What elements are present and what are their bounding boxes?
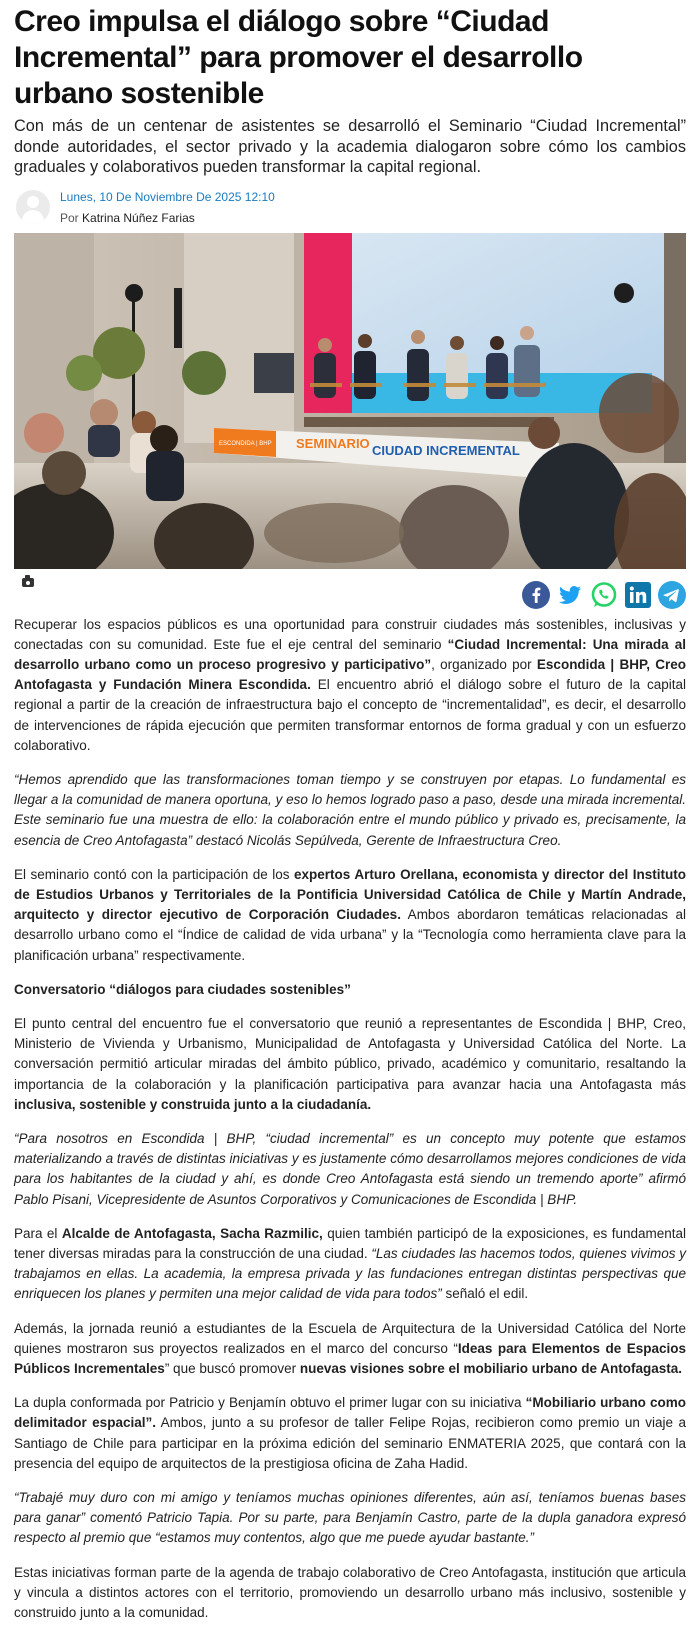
text-run: Alcalde de Antofagasta, Sacha Razmilic, bbox=[61, 1225, 323, 1241]
text-run: Además, la jornada reunió a estudiantes de la Escuela de Arquitectura de la Universidad Católica del Norte quienes mostraron sus proyectos realizados en el marco del concurso “ bbox=[14, 1320, 686, 1356]
banner-sponsor: ESCONDIDA | BHP bbox=[219, 440, 272, 447]
text-run: “Las ciudades las hacemos todos, quienes vivimos y trabajamos en ellas. La academia, la empresa privada y las fundaciones entregan distintas perspectivas que enriquecen los planes y permiten una mejor calidad de vida para todos” bbox=[14, 1245, 686, 1302]
paragraph-9 bbox=[14, 1488, 686, 1549]
text-run: “Hemos aprendido que las transformaciones toman tiempo y se construyen por etapas. Lo fundamental es llegar a la comunidad de manera oportuna, y eso lo hemos logrado paso a paso, desde una mirada incremental. Este seminario fue una muestra de ello: la colaboración entre el mundo público y privado es, precisamente, la esencia de Creo Antofagasta” bbox=[14, 771, 686, 848]
banner-ciudad: CIUDAD INCREMENTAL bbox=[372, 442, 520, 458]
text-run: señaló el edil. bbox=[441, 1286, 529, 1302]
article-meta bbox=[14, 188, 686, 228]
text-run: “Para nosotros en Escondida | BHP, “ciudad incremental” es un concepto muy potente que estamos materializando a través de distintas iniciativas y es justamente cómo desarrollamos mejores condiciones de vida para los habitantes de la ciudad y ahí, es donde Creo Antofagasta está siendo un tremendo aporte” bbox=[14, 1130, 686, 1187]
article-lead: Con más de un centenar de asistentes se desarrolló el Seminario “Ciudad Incremental” donde autoridades, el sector privado y la academia dialogaron sobre cómo los cambios graduales y colaborativos pueden transformar la capital regional. bbox=[14, 117, 686, 176]
byline-prefix: Por bbox=[60, 210, 79, 225]
text-run: “Mobiliario urbano como delimitador espacial”. bbox=[14, 1395, 686, 1431]
paragraph-1 bbox=[14, 615, 686, 756]
text-run: El punto central del encuentro fue el conversatorio que reunió a representantes de Escondida | BHP, Creo, Ministerio de Vivienda y Urbanismo, Municipalidad de Antofagasta y Universidad Católica del Norte. La conversación permitió articular miradas del ámbito público, privado, académico y comunitario, resaltando la importancia de la colaboración y la planificación participativa para avanzar hacia una Antofagasta más bbox=[14, 1015, 686, 1092]
text-run: destacó Nicolás Sepúlveda, Gerente de Infraestructura Creo. bbox=[192, 832, 562, 848]
share-bar bbox=[522, 581, 686, 609]
paragraph-10 bbox=[14, 1563, 686, 1624]
text-run: Ambos abordaron temáticas relacionadas al desarrollo urbano como el “Índice de calidad de vida urbana” y la “Tecnología como herramienta clave para la planificación urbana” respectivamente. bbox=[14, 907, 686, 963]
author-name[interactable]: Katrina Núñez Farias bbox=[82, 210, 195, 225]
article-body bbox=[14, 615, 686, 1624]
twitter-icon[interactable] bbox=[556, 581, 584, 609]
paragraph-2 bbox=[14, 770, 686, 851]
photo-tools bbox=[14, 569, 686, 615]
text-run: , organizado por bbox=[431, 656, 537, 672]
paragraph-8 bbox=[14, 1393, 686, 1474]
paragraph-7 bbox=[14, 1319, 686, 1380]
text-run: La dupla conformada por Patricio y Benjamín obtuvo el primer lugar con su iniciativa bbox=[14, 1395, 526, 1411]
text-run: Para el bbox=[14, 1225, 62, 1241]
text-run: “Ciudad Incremental: Una mirada al desarrollo urbano como un proceso progresivo y participativo” bbox=[14, 636, 686, 672]
banner-seminario: SEMINARIO bbox=[296, 435, 370, 451]
text-run: ” que buscó promover bbox=[164, 1361, 300, 1376]
paragraph-6 bbox=[14, 1224, 686, 1305]
paragraph-5 bbox=[14, 1129, 686, 1210]
text-run: El seminario contó con la participación de los bbox=[14, 866, 295, 882]
text-run: Ambos, junto a su profesor de taller Felipe Rojas, recibieron como premio un viaje a Santiago de Chile para participar en la próxima edición del seminario ENMATERIA 2025, que contará con la presencia del equipo de arquitectos de la prestigiosa oficina de Zaha Hadid. bbox=[14, 1415, 686, 1471]
paragraph-4 bbox=[14, 1014, 686, 1115]
publish-date: Lunes, 10 De Noviembre De 2025 12:10 bbox=[60, 189, 275, 204]
text-run: expertos Arturo Orellana, economista y director del Instituto de Estudios Urbanos y Territoriales de la Pontificia Universidad Católica de Chile y Martín Andrade, arquitecto y director ejecutivo de Corporación Ciudades. bbox=[14, 866, 686, 923]
subheading: Conversatorio “diálogos para ciudades sostenibles” bbox=[14, 981, 351, 997]
paragraph-3 bbox=[14, 865, 686, 966]
article-photo bbox=[14, 233, 686, 569]
linkedin-icon[interactable] bbox=[624, 581, 652, 609]
byline bbox=[60, 211, 275, 225]
whatsapp-icon[interactable] bbox=[590, 581, 618, 609]
avatar[interactable] bbox=[16, 190, 50, 224]
text-run: Ideas para Elementos de Espacios Públicos Incrementales bbox=[14, 1340, 686, 1376]
text-run: inclusiva, sostenible y construida junto a la ciudadanía. bbox=[14, 1096, 372, 1112]
text-run: Escondida | BHP, Creo Antofagasta y Fundación Minera Escondida. bbox=[14, 656, 686, 693]
camera-icon[interactable] bbox=[22, 578, 34, 587]
article-title: Creo impulsa el diálogo sobre “Ciudad Incremental” para promover el desarrollo urbano sostenible bbox=[14, 5, 583, 110]
telegram-icon[interactable] bbox=[658, 581, 686, 609]
text-run: “Trabajé muy duro con mi amigo y teníamos muchas opiniones diferentes, aún así, teníamos buenas bases para ganar” comentó Patricio Tapia. Por su parte, para Benjamín Castro, parte de la dupla ganadora expresó respecto al premio que “estamos muy contentos, algo que me puede ayudar bastante.” bbox=[14, 1490, 686, 1546]
text-run: Estas iniciativas forman parte de la agenda de trabajo colaborativo de Creo Antofagasta, institución que articula y vincula a distintos actores con el territorio, promoviendo un desarrollo urbano más inclusivo, sostenible y construido junto a la comunidad. bbox=[14, 1564, 686, 1621]
text-run: nuevas visiones sobre el mobiliario urbano de Antofagasta. bbox=[299, 1361, 682, 1376]
text-run: El encuentro abrió el diálogo sobre el futuro de la capital regional a partir de la creación de infraestructura bajo el concepto de “incrementalidad”, es decir, el desarrollo de intervenciones de rápida ejecución que permiten transformar entornos de forma gradual y con un esfuerzo colaborativo. bbox=[14, 677, 687, 753]
facebook-icon[interactable] bbox=[522, 581, 550, 609]
text-run: afirmó Pablo Pisani, Vicepresidente de Asuntos Corporativos y Comunicaciones de Escondida | BHP. bbox=[14, 1171, 686, 1207]
text-run: Recuperar los espacios públicos es una oportunidad para construir ciudades más sostenibles, inclusivas y conectadas con su comunidad. Este fue el eje central del seminario bbox=[14, 616, 686, 652]
text-run: quien también participó de la exposiciones, es fundamental tener diversas miradas para la construcción de una ciudad. bbox=[14, 1225, 686, 1261]
